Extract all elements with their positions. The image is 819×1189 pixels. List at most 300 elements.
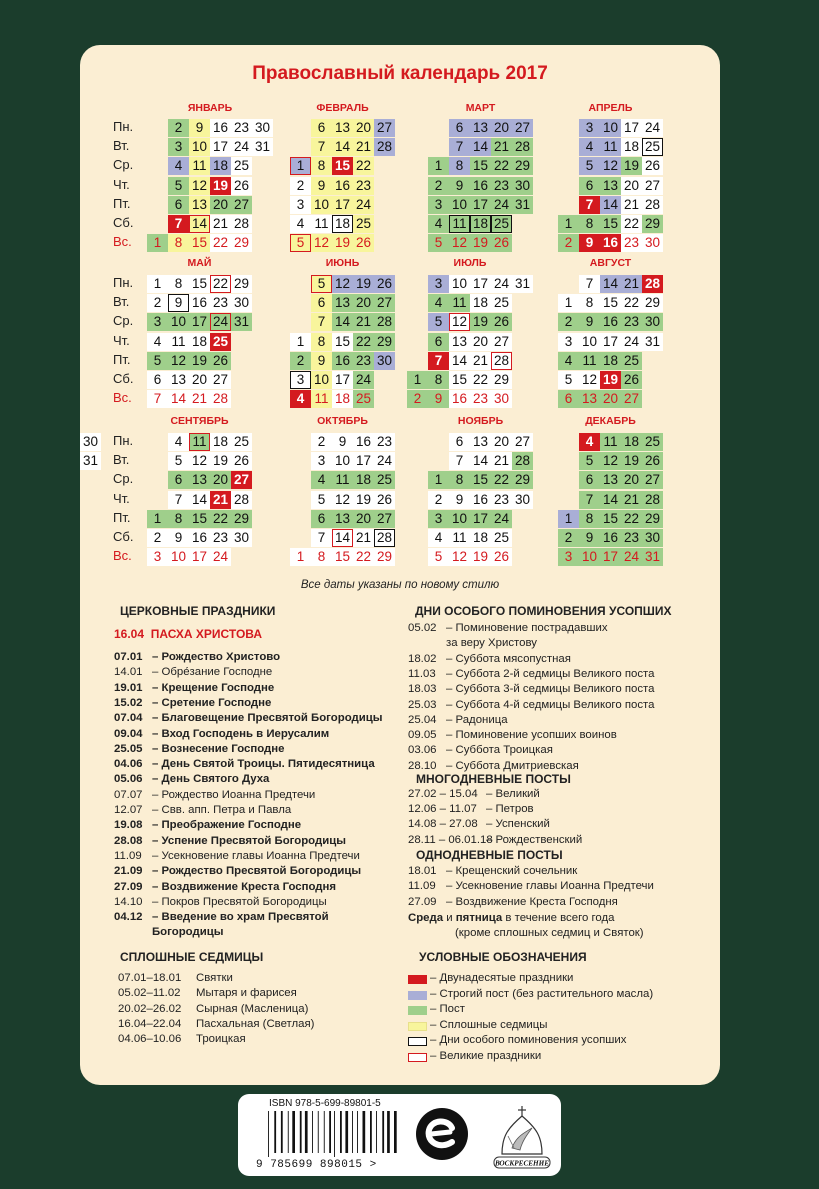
day-label: Вт. <box>113 294 130 310</box>
calendar-day: 1 <box>290 157 311 175</box>
calendar-day: 27 <box>512 433 533 451</box>
calendar-day: 19 <box>621 157 642 175</box>
calendar-day: 8 <box>449 157 470 175</box>
calendar-day: 19 <box>470 313 491 331</box>
calendar-day: 16 <box>332 177 353 195</box>
item-text: – Покров Пресвятой Богородицы <box>152 895 327 908</box>
item-date: 15.02 <box>114 696 143 709</box>
calendar-day: 22 <box>621 215 642 233</box>
calendar-day: 8 <box>168 275 189 293</box>
calendar-day: 19 <box>353 275 374 293</box>
calendar-day: 4 <box>579 433 600 451</box>
barcode-bar <box>352 1111 353 1153</box>
calendar-day: 16 <box>210 119 231 137</box>
calendar-day: 8 <box>168 510 189 528</box>
calendar-day: 23 <box>353 177 374 195</box>
calendar-day: 12 <box>449 313 470 331</box>
item-text: – День Святого Духа <box>152 773 270 786</box>
calendar-day: 12 <box>189 177 210 195</box>
calendar-day: 15 <box>470 157 491 175</box>
calendar-day: 18 <box>621 138 642 156</box>
calendar-day: 3 <box>428 196 449 214</box>
item-date: 05.06 <box>114 773 143 786</box>
list-item <box>114 697 271 709</box>
calendar-day: 13 <box>332 294 353 312</box>
calendar-day: 20 <box>621 177 642 195</box>
calendar-day: 26 <box>491 313 512 331</box>
calendar-day: 6 <box>579 177 600 195</box>
calendar-day: 17 <box>332 371 353 389</box>
calendar-day: 23 <box>210 294 231 312</box>
legend-swatch <box>408 1006 427 1015</box>
barcode-bar <box>363 1111 366 1153</box>
list-item <box>408 803 534 815</box>
calendar-day: 21 <box>621 491 642 509</box>
calendar-day: 24 <box>491 510 512 528</box>
calendar-day: 21 <box>470 352 491 370</box>
calendar-day: 2 <box>558 313 579 331</box>
item-text: – Преображение Господне <box>152 819 302 832</box>
calendar-day: 25 <box>491 215 512 233</box>
calendar-day: 14 <box>449 352 470 370</box>
calendar-day: 7 <box>449 138 470 156</box>
style-note: Все даты указаны по новому стилю <box>300 579 500 591</box>
calendar-day: 26 <box>231 177 252 195</box>
barcode-number: 9 785699 898015 > <box>256 1159 377 1171</box>
calendar-day: 26 <box>374 275 395 293</box>
weekly-rest: в течение всего года <box>502 912 615 924</box>
calendar-day: 26 <box>491 548 512 566</box>
one-day-fasts-title: ОДНОДНЕВНЫЕ ПОСТЫ <box>416 848 563 862</box>
legend-text: – Дни особого поминовения усопших <box>430 1034 627 1046</box>
calendar-day: 23 <box>231 119 252 137</box>
item-text: – Суббота 4-й седмицы Великого поста <box>446 698 655 711</box>
calendar-day: 26 <box>374 491 395 509</box>
item-date: 28.11 – 06.01.18 <box>408 833 493 846</box>
calendar-day: 1 <box>428 471 449 489</box>
barcode-bar <box>334 1111 335 1157</box>
calendar-day: 8 <box>311 548 332 566</box>
item-text: – Усекновение главы Иоанна Предтечи <box>446 880 654 893</box>
calendar-day: 15 <box>600 215 621 233</box>
calendar-day: 24 <box>642 119 663 137</box>
item-date: 18.02 <box>408 652 437 665</box>
calendar-day: 22 <box>621 294 642 312</box>
calendar-day: 5 <box>290 234 311 252</box>
calendar-day: 20 <box>491 433 512 451</box>
calendar-day: 19 <box>353 491 374 509</box>
calendar-day: 6 <box>558 390 579 408</box>
calendar-day: 25 <box>231 157 252 175</box>
calendar-day: 28 <box>374 138 395 156</box>
calendar-day: 29 <box>231 234 252 252</box>
list-item <box>114 728 329 740</box>
calendar-day: 9 <box>168 294 189 312</box>
calendar-day: 2 <box>168 119 189 137</box>
calendar-day: 7 <box>579 275 600 293</box>
list-item <box>114 666 272 678</box>
calendar-day: 14 <box>470 138 491 156</box>
calendar-day: 24 <box>231 138 252 156</box>
list-item <box>118 1018 314 1030</box>
isbn-box <box>238 1094 561 1176</box>
item-text: за веру Христову <box>446 637 537 650</box>
calendar-day: 31 <box>512 196 533 214</box>
item-date: 16.04–22.04 <box>118 1017 182 1030</box>
calendar-day: 10 <box>449 275 470 293</box>
calendar-day: 5 <box>579 452 600 470</box>
day-label: Сб. <box>113 215 134 230</box>
calendar-day: 27 <box>374 294 395 312</box>
calendar-day: 17 <box>210 138 231 156</box>
calendar-day: 30 <box>231 529 252 547</box>
calendar-day: 18 <box>470 215 491 233</box>
calendar-day: 20 <box>353 294 374 312</box>
item-text: – Успение Пресвятой Богородицы <box>152 834 346 847</box>
calendar-day: 21 <box>353 529 374 547</box>
calendar-day: 11 <box>449 529 470 547</box>
calendar-day: 23 <box>621 313 642 331</box>
item-text: – Суббота 3-й седмицы Великого поста <box>446 683 655 696</box>
item-date: 11.03 <box>408 667 436 680</box>
calendar-day: 2 <box>290 177 311 195</box>
calendar-day: 10 <box>168 548 189 566</box>
easter-row <box>114 627 262 641</box>
month-name: СЕНТЯБРЬ <box>170 415 229 427</box>
calendar-day: 11 <box>449 294 470 312</box>
list-item <box>114 712 382 724</box>
calendar-day: 3 <box>428 275 449 293</box>
barcode-bar <box>340 1111 342 1153</box>
calendar-day: 15 <box>470 471 491 489</box>
calendar-day: 15 <box>189 234 210 252</box>
calendar-day: 30 <box>642 234 663 252</box>
item-date: 11.09 <box>114 849 142 862</box>
day-label: Пн. <box>113 119 134 134</box>
calendar-day: 17 <box>332 196 353 214</box>
calendar-day: 28 <box>374 529 395 547</box>
calendar-day: 25 <box>210 333 231 351</box>
calendar-day: 17 <box>470 510 491 528</box>
calendar-day: 23 <box>491 177 512 195</box>
calendar-day: 15 <box>332 157 353 175</box>
calendar-day: 19 <box>470 548 491 566</box>
list-item <box>118 1033 246 1045</box>
calendar-day: 6 <box>579 471 600 489</box>
calendar-day: 23 <box>621 234 642 252</box>
item-date: 07.01–18.01 <box>118 972 182 984</box>
calendar-day: 10 <box>579 333 600 351</box>
calendar-day: 8 <box>311 333 332 351</box>
calendar-day: 22 <box>210 510 231 528</box>
calendar-day: 4 <box>168 433 189 451</box>
calendar-day: 26 <box>642 452 663 470</box>
list-item <box>114 865 361 877</box>
calendar-day: 9 <box>449 491 470 509</box>
calendar-day: 14 <box>332 529 353 547</box>
calendar-day: 21 <box>353 313 374 331</box>
calendar-day: 16 <box>470 177 491 195</box>
easter-text: ПАСХА ХРИСТОВА <box>150 627 263 641</box>
list-item <box>114 896 327 908</box>
calendar-day: 2 <box>558 529 579 547</box>
publisher-logo-text: ВОСКРЕСЕНИЕ <box>494 1159 550 1168</box>
list-item <box>408 788 540 800</box>
calendar-day: 6 <box>449 433 470 451</box>
calendar-day: 28 <box>642 275 663 293</box>
calendar-day: 17 <box>353 452 374 470</box>
calendar-day: 25 <box>642 433 663 451</box>
day-label: Чт. <box>113 176 130 192</box>
item-date: 14.10 <box>114 895 143 908</box>
calendar-day: 9 <box>579 313 600 331</box>
calendar-day: 29 <box>642 215 663 233</box>
item-text: – Великий <box>486 788 540 800</box>
barcode-bar <box>394 1111 397 1153</box>
calendar-day: 10 <box>600 119 621 137</box>
legend-swatch <box>408 1053 427 1062</box>
calendar-day: 22 <box>470 371 491 389</box>
calendar-day: 27 <box>231 196 252 214</box>
calendar-day: 21 <box>621 196 642 214</box>
calendar-day: 21 <box>210 215 231 233</box>
calendar-day: 18 <box>332 215 353 233</box>
weekly-and: и <box>443 912 456 924</box>
item-text: – Воздвижение Креста Господня <box>152 880 337 893</box>
list-item <box>408 865 577 877</box>
calendar-day: 7 <box>168 491 189 509</box>
item-text: – Крещение Господне <box>152 681 275 694</box>
list-item <box>408 834 582 846</box>
list-item <box>114 651 280 663</box>
item-text: – Успенский <box>486 818 550 831</box>
barcode <box>266 1111 404 1157</box>
calendar-day: 14 <box>332 138 353 156</box>
calendar-day: 12 <box>332 491 353 509</box>
day-label: Пт. <box>113 195 131 211</box>
calendar-day: 14 <box>189 491 210 509</box>
month-name: ИЮЛЬ <box>453 257 487 269</box>
calendar-day: 2 <box>428 491 449 509</box>
calendar-day: 14 <box>600 491 621 509</box>
calendar-day: 9 <box>311 177 332 195</box>
item-date: 25.03 <box>408 698 437 711</box>
calendar-day: 2 <box>147 294 168 312</box>
calendar-day: 16 <box>600 234 621 252</box>
barcode-bar <box>281 1111 283 1153</box>
calendar-day: 22 <box>491 471 512 489</box>
calendar-day: 19 <box>210 452 231 470</box>
item-text: – Суббота 2-й седмицы Великого поста <box>446 667 655 680</box>
calendar-day: 12 <box>600 157 621 175</box>
calendar-day: 11 <box>600 138 621 156</box>
item-text: – Петров <box>486 803 534 816</box>
barcode-bar <box>292 1111 295 1153</box>
calendar-day: 21 <box>353 138 374 156</box>
calendar-day: 4 <box>168 157 189 175</box>
calendar-day: 30 <box>231 294 252 312</box>
item-text: – Радоница <box>446 713 508 726</box>
calendar-day: 29 <box>512 157 533 175</box>
calendar-day: 5 <box>428 548 449 566</box>
calendar-day: 11 <box>189 157 210 175</box>
eksmo-logo-icon <box>414 1106 470 1162</box>
calendar-day: 27 <box>374 119 395 137</box>
list-item <box>408 729 617 741</box>
calendar-day: 29 <box>642 294 663 312</box>
calendar-day: 3 <box>147 548 168 566</box>
item-date: 09.05 <box>408 729 437 742</box>
barcode-bar <box>329 1111 331 1153</box>
calendar-day: 22 <box>491 157 512 175</box>
calendar-day: 12 <box>189 452 210 470</box>
calendar-day: 1 <box>290 333 311 351</box>
calendar-day: 2 <box>290 352 311 370</box>
day-label: Вс. <box>113 390 132 406</box>
list-item <box>114 881 336 893</box>
item-text: – Усекновение главы Иоанна Предтечи <box>152 849 360 862</box>
list-item <box>408 622 608 634</box>
item-date: 18.01 <box>408 865 437 877</box>
item-text: Пасхальная (Светлая) <box>196 1017 315 1030</box>
calendar-day: 14 <box>168 390 189 408</box>
weekly-wednesday: Среда <box>408 912 444 924</box>
calendar-day: 18 <box>332 390 353 408</box>
calendar-day: 5 <box>147 352 168 370</box>
calendar-day: 16 <box>600 313 621 331</box>
item-text: – Суббота Троицкая <box>446 744 553 757</box>
item-date: 12.06 – 11.07 <box>408 803 477 816</box>
calendar-day: 15 <box>449 371 470 389</box>
calendar-day: 13 <box>189 196 210 214</box>
calendar-day: 21 <box>491 452 512 470</box>
day-label: Ср. <box>113 471 134 487</box>
calendar-day: 13 <box>332 510 353 528</box>
calendar-day: 4 <box>290 215 311 233</box>
calendar-day: 3 <box>311 452 332 470</box>
month-name: ИЮНЬ <box>325 257 360 269</box>
item-date: 05.02 <box>408 622 437 634</box>
calendar-day: 15 <box>189 275 210 293</box>
calendar-day: 9 <box>428 390 449 408</box>
calendar-day: 22 <box>210 275 231 293</box>
calendar-day: 9 <box>449 177 470 195</box>
calendar-day: 29 <box>512 471 533 489</box>
item-date: 21.09 <box>114 865 143 878</box>
calendar-day: 6 <box>147 371 168 389</box>
calendar-day: 12 <box>579 371 600 389</box>
calendar-day: 18 <box>210 157 231 175</box>
continuous-weeks-title: СПЛОШНЫЕ СЕДМИЦЫ <box>120 950 264 964</box>
item-text: – Введение во храм Пресвятой <box>152 911 329 924</box>
calendar-day: 24 <box>621 548 642 566</box>
calendar-day: 7 <box>449 452 470 470</box>
barcode-bar <box>312 1111 313 1153</box>
calendar-day: 5 <box>428 313 449 331</box>
list-item <box>408 896 618 908</box>
calendar-day: 3 <box>428 510 449 528</box>
calendar-day: 18 <box>210 433 231 451</box>
calendar-day: 20 <box>600 390 621 408</box>
calendar-day: 9 <box>168 529 189 547</box>
calendar-day: 16 <box>449 390 470 408</box>
list-item <box>114 911 329 923</box>
barcode-bar <box>268 1111 269 1157</box>
calendar-title: Православный календарь 2017 <box>252 63 548 84</box>
calendar-day: 20 <box>210 196 231 214</box>
item-date: 04.12 <box>114 911 143 924</box>
calendar-day: 12 <box>311 234 332 252</box>
calendar-day: 18 <box>189 333 210 351</box>
item-text: Мытаря и фарисея <box>196 987 297 1000</box>
legend-text: – Великие праздники <box>430 1049 542 1062</box>
calendar-day: 25 <box>642 138 663 156</box>
legend-text: – Строгий пост (без растительного масла) <box>430 987 654 1000</box>
calendar-day: 6 <box>311 510 332 528</box>
calendar-day: 29 <box>491 371 512 389</box>
calendar-day: 6 <box>168 471 189 489</box>
item-text: Богородицы <box>152 926 224 939</box>
calendar-day: 7 <box>428 352 449 370</box>
barcode-bar <box>370 1111 372 1153</box>
list-item <box>408 744 553 756</box>
calendar-day: 14 <box>600 196 621 214</box>
calendar-day: 29 <box>374 333 395 351</box>
calendar-day: 8 <box>579 294 600 312</box>
calendar-day: 26 <box>231 452 252 470</box>
calendar-day: 12 <box>449 234 470 252</box>
month-name: АВГУСТ <box>589 257 632 269</box>
item-date: 18.03 <box>408 683 437 696</box>
calendar-day: 1 <box>290 548 311 566</box>
calendar-day: 12 <box>332 275 353 293</box>
weekly-fast-note: (кроме сплошных седмиц и Святок) <box>455 927 644 939</box>
list-item <box>118 1003 308 1015</box>
barcode-bar <box>305 1111 308 1153</box>
calendar-day: 22 <box>210 234 231 252</box>
isbn-text: ISBN 978-5-699-89801-5 <box>269 1098 381 1109</box>
calendar-day: 30 <box>252 119 273 137</box>
item-text: – Крещенский сочельник <box>446 865 578 877</box>
list-item <box>114 835 346 847</box>
calendar-day: 14 <box>332 313 353 331</box>
calendar-day: 11 <box>189 433 210 451</box>
calendar-day: 31 <box>642 333 663 351</box>
calendar-day: 1 <box>147 275 168 293</box>
item-text: – День Святой Троицы. Пятидесятница <box>152 758 375 771</box>
calendar-day: 17 <box>470 275 491 293</box>
calendar-day: 1 <box>407 371 428 389</box>
calendar-day: 18 <box>600 352 621 370</box>
calendar-day: 31 <box>642 548 663 566</box>
calendar-day: 2 <box>558 234 579 252</box>
calendar-day: 19 <box>621 452 642 470</box>
calendar-day: 26 <box>353 234 374 252</box>
item-text: Святки <box>196 972 233 984</box>
item-date: 07.04 <box>114 712 143 725</box>
weekly-friday: пятница <box>455 912 503 924</box>
calendar-day: 7 <box>311 313 332 331</box>
item-date: 04.06–10.06 <box>118 1033 182 1046</box>
calendar-day: 7 <box>168 215 189 233</box>
list-item <box>114 804 291 816</box>
list-item <box>118 987 297 999</box>
day-label: Чт. <box>113 332 130 348</box>
calendar-day: 31 <box>80 452 101 470</box>
calendar-day: 15 <box>600 294 621 312</box>
list-item <box>408 760 579 772</box>
calendar-day: 31 <box>231 313 252 331</box>
